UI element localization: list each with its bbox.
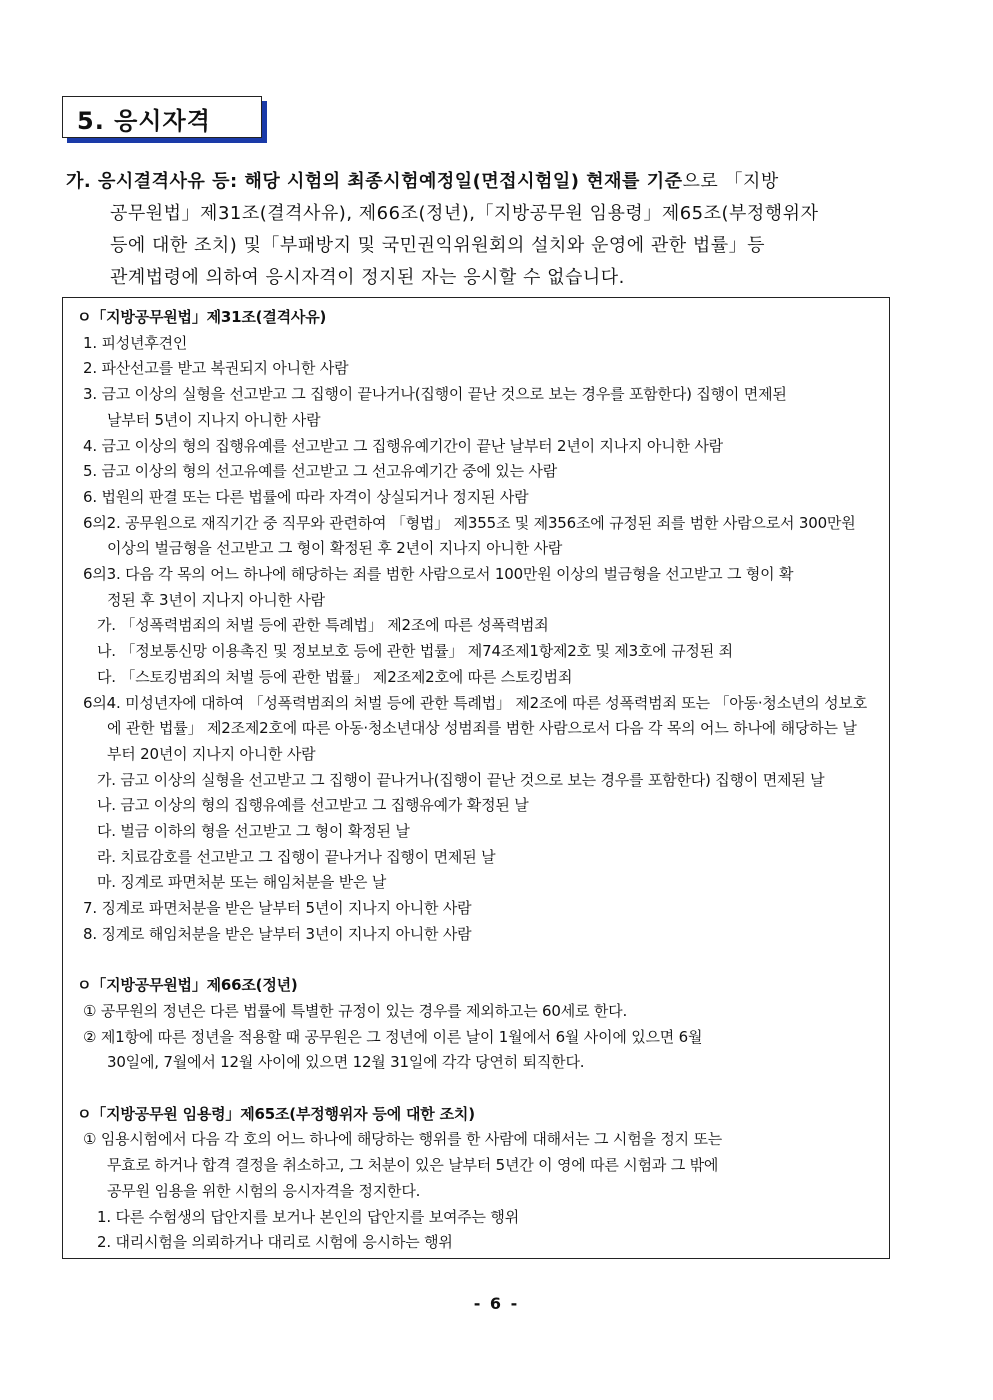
law-item-continuation: 부터 20년이 지나지 아니한 사람 xyxy=(107,744,316,763)
law-item: ② 제1항에 따른 정년을 적용할 때 공무원은 그 정년에 이른 날이 1월에서 6월 사이에 있으면 6월 xyxy=(83,1027,703,1046)
law-item: 2. 파산선고를 받고 복권되지 아니한 사람 xyxy=(83,359,349,378)
law-heading-65: ㅇ「지방공무원 임용령」제65조(부정행위자 등에 대한 조치) xyxy=(77,1104,475,1123)
law-item: 5. 금고 이상의 형의 선고유예를 선고받고 그 선고유예기간 중에 있는 사람 xyxy=(83,462,558,481)
law-subitem: 나. 금고 이상의 형의 집행유예를 선고받고 그 집행유예가 확정된 날 xyxy=(97,796,529,815)
law-item-continuation: 무효로 하거나 합격 결정을 취소하고, 그 처분이 있은 날부터 5년간 이 영에 따른 시험과 그 밖에 xyxy=(107,1156,719,1175)
law-item: 3. 금고 이상의 실형을 선고받고 그 집행이 끝나거나(집행이 끝난 것으로 보는 경우를 포함한다) 집행이 면제된 xyxy=(83,385,787,404)
law-excerpt-box xyxy=(62,297,890,1259)
law-item-continuation: 이상의 벌금형을 선고받고 그 형이 확정된 후 2년이 지나지 아니한 사람 xyxy=(107,539,563,558)
law-heading-66: ㅇ「지방공무원법」제66조(정년) xyxy=(77,976,298,995)
law-item: 6의3. 다음 각 목의 어느 하나에 해당하는 죄를 범한 사람으로서 100만원 이상의 벌금형을 선고받고 그 형이 확 xyxy=(83,565,794,584)
law-item: ① 공무원의 정년은 다른 법률에 특별한 규정이 있는 경우를 제외하고는 60세로 한다. xyxy=(83,1001,628,1020)
law-item: 1. 피성년후견인 xyxy=(83,333,188,352)
section-heading-box xyxy=(62,96,262,138)
spacer xyxy=(77,1076,881,1102)
law-item-continuation: 정된 후 3년이 지나지 아니한 사람 xyxy=(107,590,325,609)
intro-paragraph xyxy=(66,166,896,294)
law-item: 4. 금고 이상의 형의 집행유예를 선고받고 그 집행유예기간이 끝난 날부터 2년이 지나지 아니한 사람 xyxy=(83,436,723,455)
page-number: - 6 - xyxy=(473,1294,520,1313)
intro-line-1: 공무원법」제31조(결격사유), 제66조(정년),「지방공무원 임용령」제65조(부정행위자 xyxy=(110,203,819,224)
intro-line xyxy=(66,166,896,198)
law-item: 7. 징계로 파면처분을 받은 날부터 5년이 지나지 아니한 사람 xyxy=(83,899,472,918)
intro-line-2: 등에 대한 조치) 및「부패방지 및 국민권익위원회의 설치와 운영에 관한 법률」등 xyxy=(110,235,766,256)
law-subitem: 다. 「스토킹범죄의 처벌 등에 관한 법률」 제2조제2호에 따른 스토킹범죄 xyxy=(97,667,573,686)
intro-lead: 가. 응시결격사유 등: 해당 시험의 최종시험예정일(면접시험일) 현재를 기준 xyxy=(66,171,683,192)
law-item: 6의2. 공무원으로 재직기간 중 직무와 관련하여 「형법」 제355조 및 제356조에 규정된 죄를 범한 사람으로서 300만원 xyxy=(83,513,856,532)
law-item: 8. 징계로 해임처분을 받은 날부터 3년이 지나지 아니한 사람 xyxy=(83,924,472,943)
law-item-continuation: 30일에, 7월에서 12월 사이에 있으면 12월 31일에 각각 당연히 퇴직한다. xyxy=(107,1053,585,1072)
intro-line-3: 관계법령에 의하여 응시자격이 정지된 자는 응시할 수 없습니다. xyxy=(110,267,625,288)
law-item-continuation: 날부터 5년이 지나지 아니한 사람 xyxy=(107,410,321,429)
law-excerpt-content xyxy=(77,305,881,1256)
law-subitem: 1. 다른 수험생의 답안지를 보거나 본인의 답안지를 보여주는 행위 xyxy=(97,1207,519,1226)
law-subitem: 가. 금고 이상의 실형을 선고받고 그 집행이 끝나거나(집행이 끝난 것으로 보는 경우를 포함한다) 집행이 면제된 날 xyxy=(97,770,825,789)
law-item: 6. 법원의 판결 또는 다른 법률에 따라 자격이 상실되거나 정지된 사람 xyxy=(83,487,529,506)
law-subitem: 다. 벌금 이하의 형을 선고받고 그 형이 확정된 날 xyxy=(97,822,410,841)
law-heading-31: ㅇ「지방공무원법」제31조(결격사유) xyxy=(77,308,327,326)
law-item-continuation: 에 관한 법률」 제2조제2호에 따른 아동·청소년대상 성범죄를 범한 사람으로서 다음 각 목의 어느 하나에 해당하는 날 xyxy=(107,719,857,738)
intro-line-0: 으로 「지방 xyxy=(682,171,779,192)
law-subitem: 나. 「정보통신망 이용촉진 및 정보보호 등에 관한 법률」 제74조제1항제2호 및 제3호에 규정된 죄 xyxy=(97,642,733,661)
spacer xyxy=(77,948,881,974)
section-title: 5. 응시자격 xyxy=(77,107,211,135)
law-item-continuation: 공무원 임용을 위한 시험의 응시자격을 정지한다. xyxy=(107,1181,421,1200)
law-subitem: 마. 징계로 파면처분 또는 해임처분을 받은 날 xyxy=(97,873,387,892)
law-subitem: 라. 치료감호를 선고받고 그 집행이 끝나거나 집행이 면제된 날 xyxy=(97,847,496,866)
law-item: ① 임용시험에서 다음 각 호의 어느 하나에 해당하는 행위를 한 사람에 대해서는 그 시험을 정지 또는 xyxy=(83,1130,723,1149)
law-subitem: 2. 대리시험을 의뢰하거나 대리로 시험에 응시하는 행위 xyxy=(97,1233,453,1252)
law-subitem: 가. 「성폭력범죄의 처벌 등에 관한 특례법」 제2조에 따른 성폭력범죄 xyxy=(97,616,549,635)
law-item: 6의4. 미성년자에 대하여 「성폭력범죄의 처벌 등에 관한 특례법」 제2조에 따른 성폭력범죄 또는 「아동·청소년의 성보호 xyxy=(83,693,868,712)
